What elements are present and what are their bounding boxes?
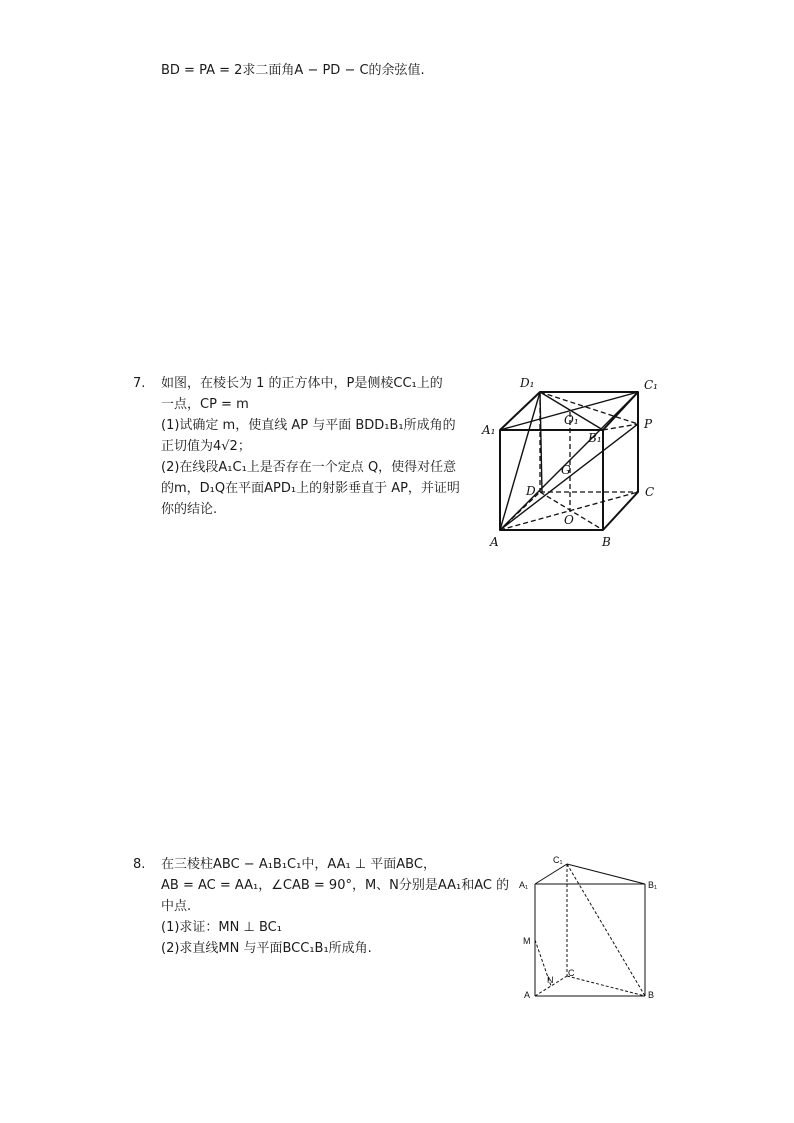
- q7-label-p: P: [644, 417, 653, 431]
- q8-line-1: 在三棱柱ABC − A₁B₁C₁中，AA₁ ⊥ 平面ABC，: [161, 857, 436, 872]
- q8-line-5: (2)求直线MN 与平面BCC₁B₁所成角.: [161, 941, 372, 956]
- q7-label-c1: C₁: [644, 378, 658, 392]
- q8-label-m: M: [523, 936, 531, 946]
- q8-label-a: A: [524, 990, 531, 1000]
- q7-line-4: 正切值为4√2；: [161, 439, 251, 454]
- q7-line-2: 一点，CP = m: [161, 397, 249, 412]
- q7-line-7: 你的结论.: [161, 502, 218, 517]
- q7-label-d: D: [526, 484, 536, 498]
- q7-label-b1: B₁: [588, 431, 602, 445]
- q7-number: 7.: [133, 376, 146, 391]
- q7-label-o: O: [564, 513, 574, 527]
- q6-tail-text: BD = PA = 2求二面角A − PD − C的余弦值.: [161, 63, 425, 78]
- q8-line-4: (1)求证：MN ⊥ BC₁: [161, 920, 282, 935]
- q8-label-n: N: [547, 975, 554, 985]
- q7-label-a1: A₁: [482, 423, 496, 437]
- q7-label-d1: D₁: [520, 376, 535, 390]
- q8-label-c: C: [568, 968, 575, 978]
- q7-line-3: (1)试确定 m，使直线 AP 与平面 BDD₁B₁所成角的: [161, 418, 456, 433]
- q8-prism-figure: [515, 852, 665, 1002]
- q8-label-b1: B₁: [648, 880, 658, 890]
- q7-line-6: 的m，D₁Q在平面APD₁上的射影垂直于 AP，并证明: [161, 481, 460, 496]
- q7-line-5: (2)在线段A₁C₁上是否存在一个定点 Q，使得对任意: [161, 460, 457, 475]
- q7-label-c: C: [645, 485, 655, 499]
- q7-label-g: G: [561, 463, 571, 477]
- q7-label-a: A: [490, 535, 499, 549]
- q8-label-b: B: [648, 990, 655, 1000]
- q7-line-1: 如图，在棱长为 1 的正方体中，P是侧棱CC₁上的: [161, 376, 443, 391]
- q7-label-b: B: [602, 535, 611, 549]
- q7-cube-figure: [478, 372, 668, 552]
- q8-label-a1: A₁: [519, 880, 529, 890]
- q7-label-o1: O₁: [564, 413, 579, 427]
- q8-line-2: AB = AC = AA₁，∠CAB = 90°，M、N分别是AA₁和AC 的: [161, 878, 510, 893]
- q8-line-3: 中点.: [161, 899, 192, 914]
- q8-label-c1: C₁: [553, 855, 563, 865]
- q8-number: 8.: [133, 857, 146, 872]
